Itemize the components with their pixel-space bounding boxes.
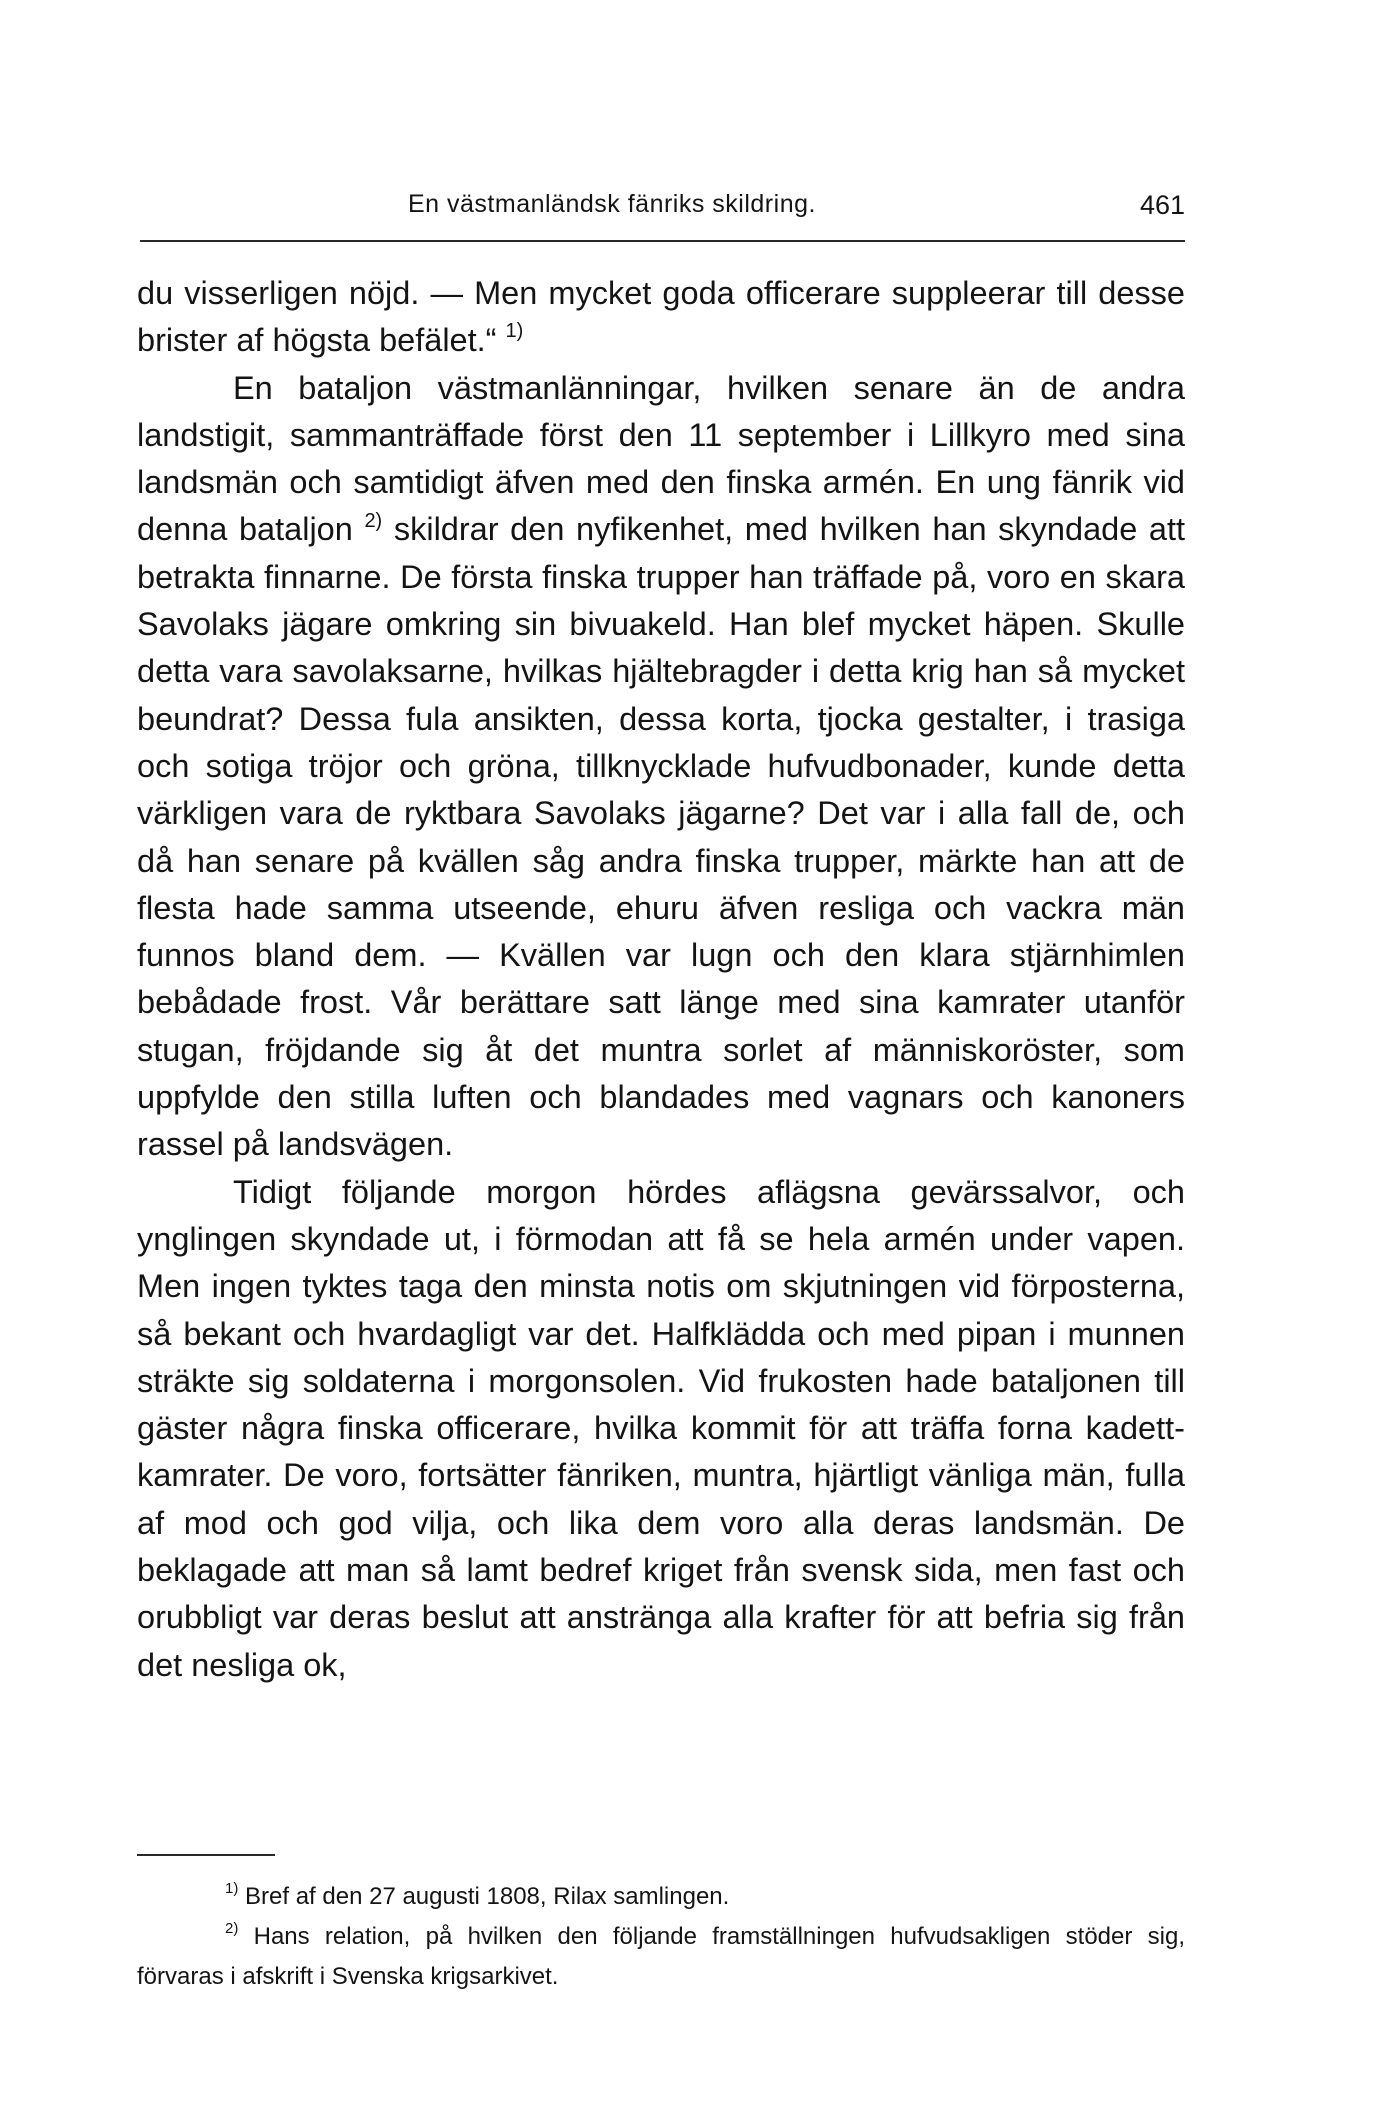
paragraph-2 bbox=[137, 365, 1185, 1169]
running-title: En västmanländsk fänriks skildring. bbox=[408, 190, 816, 218]
paragraph-3-text: Tidigt följande morgon hördes aflägsna gevärssalvor, och ynglingen skyndade ut, i förmodan att få se hela armén under vapen. Men ingen tyktes taga den minsta notis om skjutningen vid förposterna, så bekant och hvardagligt var det. Halfklädda och med pipan i munnen sträkte sig soldaterna i morgonsolen. Vid frukosten hade bataljonen till gäster några finska officerare, hvilka kommit för att träffa forna kadettkamrater. De voro, fortsätter fänriken, muntra, hjärtligt vänliga män, fulla af mod och god vilja, och lika dem voro alla deras landsmän. De beklagade att man så lamt bedref kriget från svensk sida, men fast och orubbligt var deras beslut att anstränga alla krafter för att befria sig från det nesliga ok, bbox=[137, 1173, 1185, 1683]
page-number: 461 bbox=[1139, 190, 1185, 220]
footnote-rule bbox=[137, 1854, 275, 1856]
footnote-ref-1: 1) bbox=[505, 320, 524, 343]
footnote-2-text: Hans relation, på hvilken den följande framställningen hufvudsakligen stöder sig, förvaras i afskrift i Svenska krigsarkivet. bbox=[137, 1923, 1185, 1990]
body-text bbox=[137, 270, 1185, 1689]
footnote-ref-2: 2) bbox=[364, 509, 383, 532]
footnote-2 bbox=[137, 1917, 1185, 1997]
paragraph-3 bbox=[137, 1169, 1185, 1689]
footnote-1-marker: 1) bbox=[225, 1880, 239, 1897]
footnote-1 bbox=[137, 1877, 1185, 1917]
header-rule bbox=[140, 240, 1185, 242]
running-head bbox=[140, 190, 1185, 230]
paragraph-1 bbox=[137, 270, 1185, 365]
paragraph-2-text-b: skildrar den nyfikenhet, med hvilken han skyndade att betrakta finnarne. De första finska trupper han träffade på, voro en skara Savolaks jägare omkring sin bivuakeld. Han blef mycket häpen. Skulle detta vara savolaksarne, hvilkas hjältebragder i detta krig han så mycket beundrat? Dessa fula ansikten, dessa korta, tjocka gestalter, i trasiga och sotiga tröjor och gröna, tillknycklade hufvudbonader, kunde detta värkligen vara de ryktbara Savolaks jägarne? Det var i alla fall de, och då han senare på kvällen såg andra finska trupper, märkte han att de flesta hade samma utseende, ehuru äfven resliga och vackra män funnos bland dem. — Kvällen var lugn och den klara stjärnhimlen bebådade frost. Vår berättare satt länge med sina kamrater utanför stugan, fröjdande sig åt det muntra sorlet af människoröster, som uppfylde den stilla luften och blandades med vagnars och kanoners rassel på landsvägen. bbox=[137, 511, 1186, 1163]
footnote-1-text: Bref af den 27 augusti 1808, Rilax samlingen. bbox=[245, 1883, 730, 1910]
footnote-2-marker: 2) bbox=[225, 1920, 239, 1937]
footnotes bbox=[137, 1877, 1185, 1997]
paragraph-1-text: du visserligen nöjd. — Men mycket goda officerare suppleerar till desse brister af högsta befälet.“ bbox=[137, 275, 1185, 359]
paragraph-2-text-a: En bataljon västmanlänningar, hvilken senare än de andra landstigit, sammanträffade först den 11 september i Lillkyro med sina landsmän och samtidigt äfven med den finska armén. En ung fänrik vid denna bataljon bbox=[137, 369, 1185, 548]
